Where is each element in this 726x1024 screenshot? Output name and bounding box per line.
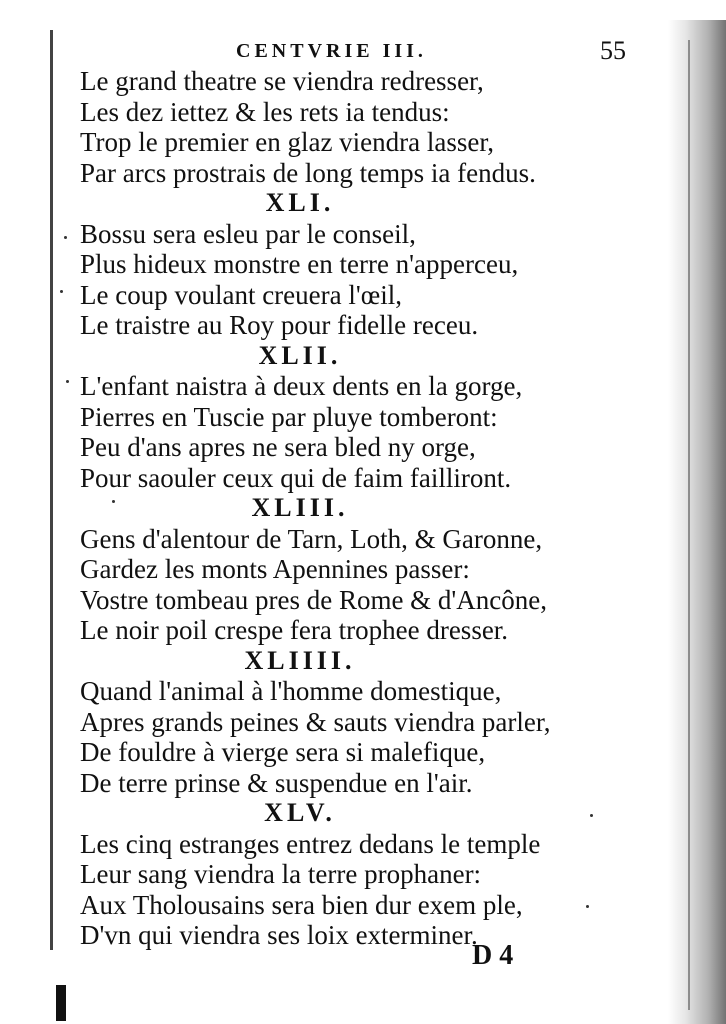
binding-mark	[56, 985, 66, 1021]
quatrain	[80, 646, 620, 799]
quatrain-numeral: XLV.	[264, 798, 336, 827]
verse-line: Aux Tholousains sera bien dur exem ple,	[80, 889, 523, 920]
page-edge-shadow	[668, 20, 726, 1024]
verse-line: Trop le premier en glaz viendra lasser,	[80, 127, 495, 157]
verse-line: D'vn qui viendra ses loix exterminer.	[80, 920, 478, 950]
ink-speck	[586, 905, 589, 908]
quatrain	[80, 66, 620, 188]
quatrain	[80, 798, 620, 951]
verse-line: Pour saouler ceux qui de faim failliront.	[80, 462, 512, 493]
binding-edge	[50, 30, 53, 950]
verse-line: Le coup voulant creuera l'œil,	[80, 279, 402, 310]
verse-line: Gens d'alentour de Tarn, Loth, & Garonne,	[80, 523, 543, 554]
page-number: 55	[600, 36, 626, 65]
running-head: CENTVRIE III.	[236, 40, 427, 62]
quatrain-numeral: XLII.	[258, 340, 342, 370]
verse-line: Les cinq estranges entrez dedans le temple	[80, 828, 541, 859]
verse-line: Quand l'animal à l'homme domestique,	[80, 676, 502, 706]
verse-line: Le noir poil crespe fera trophee dresser.	[80, 615, 509, 645]
ink-speck	[112, 500, 115, 503]
quatrain-numeral: XLIII.	[251, 493, 349, 522]
verse-line: Vostre tombeau pres de Rome & d'Ancône,	[80, 584, 548, 615]
verse-line: Le traistre au Roy pour fidelle receu.	[80, 310, 479, 340]
signature-mark: D 4	[472, 940, 514, 971]
quatrain	[80, 341, 620, 494]
verse-line: Plus hideux monstre en terre n'apperceu,	[80, 249, 519, 279]
verse-line: Les dez iettez & les rets ia tendus:	[80, 96, 450, 127]
ink-speck	[60, 290, 63, 293]
ink-speck	[64, 236, 67, 239]
verse-line: Gardez les monts Apennines passer:	[80, 554, 470, 584]
verse-line: Par arcs prostrais de long temps ia fendus.	[80, 157, 536, 188]
verse-line: Pierres en Tuscie par pluye tomberont:	[80, 401, 498, 432]
verse-text	[80, 66, 620, 951]
verse-line: L'enfant naistra à deux dents en la gorge,	[80, 371, 523, 401]
verse-line: De fouldre à vierge sera si malefique,	[80, 737, 486, 767]
quatrain-numeral: XLIIII.	[244, 645, 356, 675]
verse-line: Apres grands peines & sauts viendra parler,	[80, 706, 551, 737]
verse-line: De terre prinse & suspendue en l'air.	[80, 767, 473, 798]
verse-line: Leur sang viendra la terre prophaner:	[80, 859, 482, 889]
quatrain	[80, 493, 620, 646]
ink-speck	[590, 814, 593, 817]
verse-line: Peu d'ans apres ne sera bled ny orge,	[80, 432, 476, 462]
page-header	[200, 36, 640, 66]
page-edge-line	[688, 40, 690, 1010]
ink-speck	[66, 380, 69, 383]
verse-line: Bossu sera esleu par le conseil,	[80, 218, 416, 249]
quatrain	[80, 188, 620, 341]
quatrain-numeral: XLI.	[265, 188, 335, 217]
verse-line: Le grand theatre se viendra redresser,	[80, 66, 484, 96]
